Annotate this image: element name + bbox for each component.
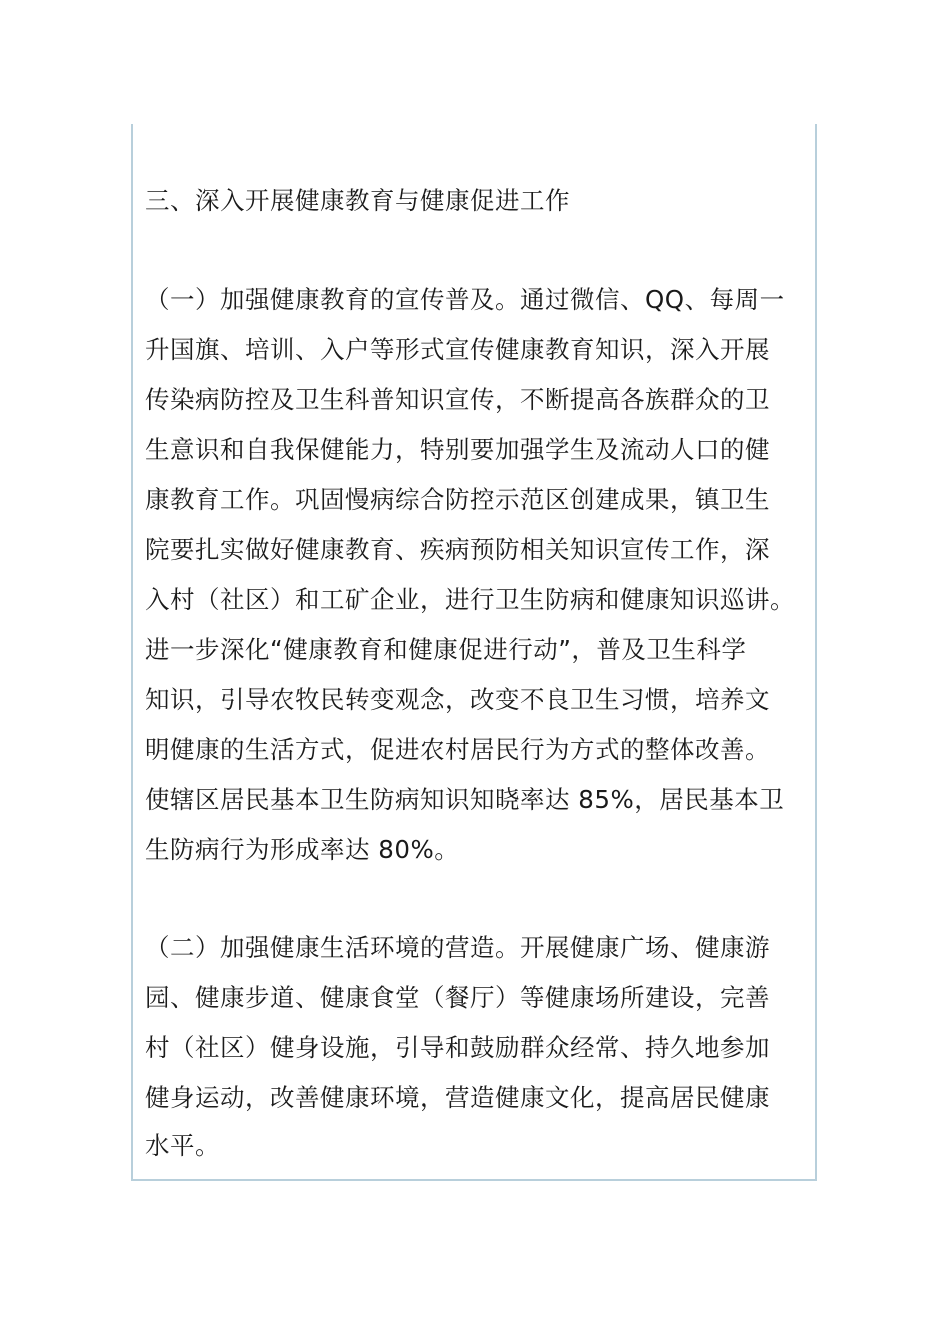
section-2-line: 园、健康步道、健康食堂（餐厅）等健康场所建设，完善: [145, 983, 770, 1012]
section-1-line: 康教育工作。巩固慢病综合防控示范区创建成果，镇卫生: [145, 485, 770, 514]
section-1-line: 院要扎实做好健康教育、疾病预防相关知识宣传工作，深: [145, 535, 770, 564]
section-heading: 三、深入开展健康教育与健康促进工作: [145, 186, 570, 215]
section-1-line: 生防病行为形成率达 80%。: [145, 835, 460, 864]
section-2-line: 村（社区）健身设施，引导和鼓励群众经常、持久地参加: [145, 1033, 770, 1062]
section-2-line: （二）加强健康生活环境的营造。开展健康广场、健康游: [145, 933, 770, 962]
section-1-line: 生意识和自我保健能力，特别要加强学生及流动人口的健: [145, 435, 770, 464]
section-1-line: 明健康的生活方式，促进农村居民行为方式的整体改善。: [145, 735, 770, 764]
section-2-line: 水平。: [145, 1131, 220, 1160]
section-1-line: （一）加强健康教育的宣传普及。通过微信、QQ、每周一: [145, 285, 785, 314]
section-1-line: 进一步深化“健康教育和健康促进行动”，普及卫生科学: [145, 635, 747, 664]
section-1-line: 传染病防控及卫生科普知识宣传，不断提高各族群众的卫: [145, 385, 770, 414]
section-1-line: 知识，引导农牧民转变观念，改变不良卫生习惯，培养文: [145, 685, 770, 714]
section-2-line: 健身运动，改善健康环境，营造健康文化，提高居民健康: [145, 1083, 770, 1112]
section-1-line: 入村（社区）和工矿企业，进行卫生防病和健康知识巡讲。: [145, 585, 795, 614]
section-1-line: 升国旗、培训、入户等形式宣传健康教育知识，深入开展: [145, 335, 770, 364]
section-1-line: 使辖区居民基本卫生防病知识知晓率达 85%，居民基本卫: [145, 785, 785, 814]
